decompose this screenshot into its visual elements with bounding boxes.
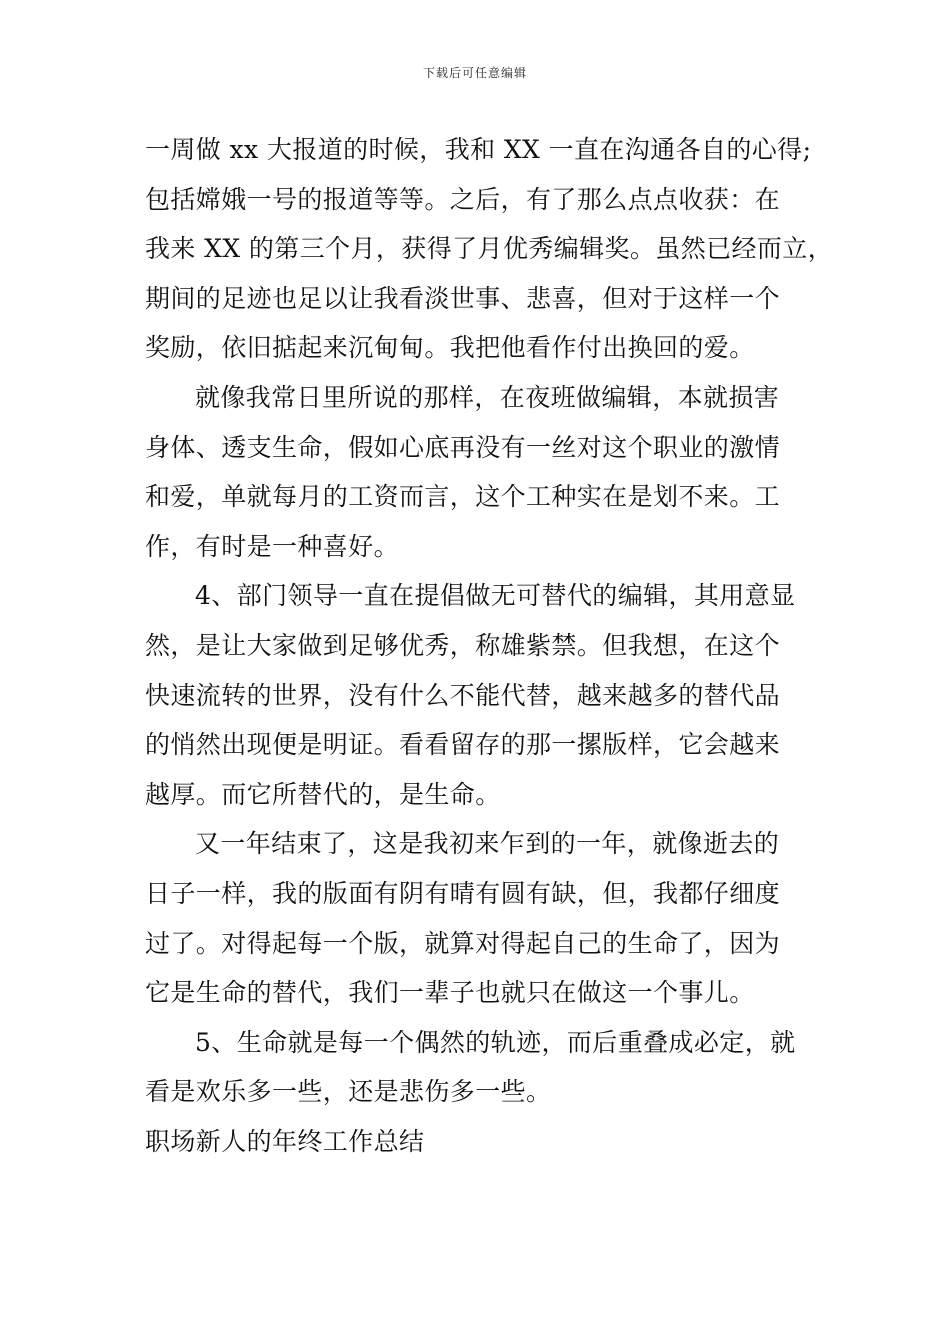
text-line: 我来 XX 的第三个月，获得了月优秀编辑奖。虽然已经而立， — [145, 234, 834, 264]
document-body — [145, 125, 834, 1166]
text-line: 一周做 xx 大报道的时候，我和 XX 一直在沟通各自的心得; — [145, 135, 812, 164]
text-line: 包括嫦娥一号的报道等等。之后，有了那么点点收获：在 — [145, 184, 781, 214]
text-line: 快速流转的世界，没有什么不能代替，越来越多的替代品 — [145, 680, 781, 710]
text-line: 身体、透支生命，假如心底再没有一丝对这个职业的激情 — [145, 432, 781, 462]
text-line: 它是生命的替代，我们一辈子也就只在做这一个事儿。 — [145, 978, 755, 1008]
text-line: 越厚。而它所替代的，是生命。 — [145, 779, 501, 809]
text-line: 过了。对得起每一个版，就算对得起自己的生命了，因为 — [145, 928, 781, 958]
text-line: 就像我常日里所说的那样，在夜班做编辑，本就损害 — [195, 382, 780, 412]
text-line: 4、部门领导一直在提倡做无可替代的编辑，其用意显 — [195, 581, 796, 611]
text-line: 作，有时是一种喜好。 — [145, 531, 400, 561]
text-line: 和爱，单就每月的工资而言，这个工种实在是划不来。工 — [145, 482, 781, 512]
text-line: 看是欢乐多一些，还是悲伤多一些。 — [145, 1077, 552, 1107]
page-header: 下载后可任意编辑 — [422, 66, 527, 80]
section-title: 职场新人的年终工作总结 — [145, 1126, 425, 1156]
text-line: 然，是让大家做到足够优秀，称雄紫禁。但我想，在这个 — [145, 630, 781, 660]
text-line: 的悄然出现便是明证。看看留存的那一摞版样，它会越来 — [145, 730, 781, 760]
text-line: 日子一样，我的版面有阴有晴有圆有缺，但，我都仔细度 — [145, 878, 781, 908]
text-line: 又一年结束了，这是我初来乍到的一年，就像逝去的 — [195, 829, 780, 859]
text-line: 期间的足迹也足以让我看淡世事、悲喜，但对于这样一个 — [145, 283, 781, 313]
text-line: 5、生命就是每一个偶然的轨迹，而后重叠成必定，就 — [195, 1027, 796, 1057]
text-line: 奖励，依旧掂起来沉甸甸。我把他看作付出换回的爱。 — [145, 333, 755, 363]
